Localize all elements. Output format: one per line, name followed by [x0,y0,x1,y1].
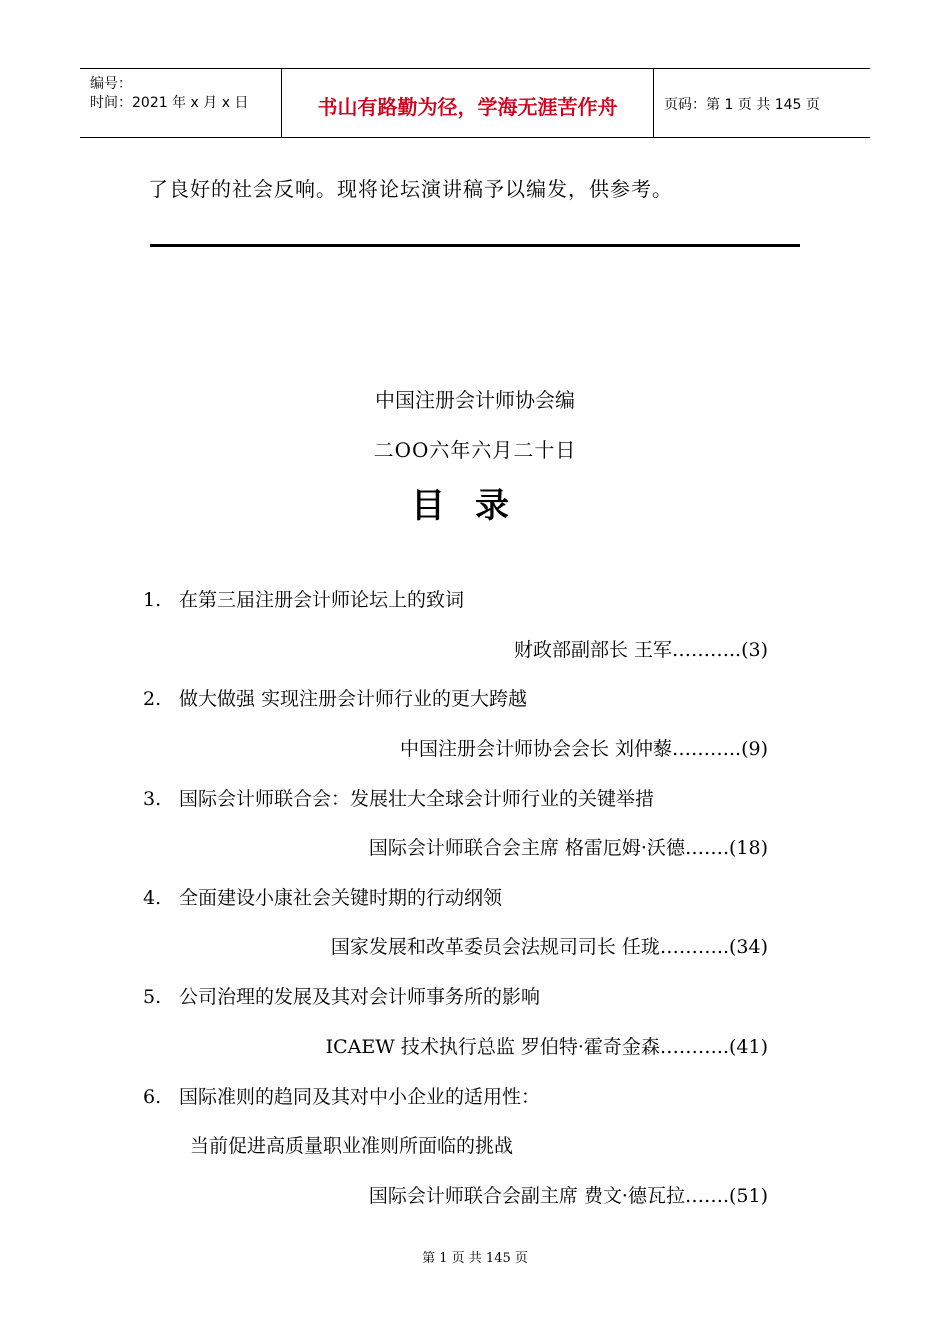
toc-entry-title[interactable] [143,684,527,711]
publisher: 中国注册会计师协会编 [375,388,575,412]
toc-entry-number: 4. [143,887,162,909]
page-footer: 第 1 页 共 145 页 [422,1251,528,1266]
toc-entry-number: 1. [143,589,162,611]
divider-rule [150,244,800,247]
toc-entry-text: 在第三届注册会计师论坛上的致词 [179,589,465,611]
toc-entry-title[interactable] [143,982,540,1009]
toc-entry-number: 5. [143,986,162,1008]
toc-entry-text: 国际会计师联合会：发展壮大全球会计师行业的关键举措 [179,788,655,810]
header-motto-cell [282,69,654,137]
toc-entry-author: 国际会计师联合会副主席 费文·德瓦拉…….(51) [368,1185,768,1207]
time-label: 时间：2021 年 x 月 x 日 [90,95,249,111]
toc-entry-title[interactable] [143,883,502,910]
toc-entry-author: 国家发展和改革委员会法规司司长 任珑………..(34) [330,936,768,958]
header-page-cell [654,69,870,137]
toc-entry-title[interactable] [143,784,654,811]
intro-paragraph: 了良好的社会反响。现将论坛演讲稿予以编发，供参考。 [148,177,673,201]
toc-entry-title[interactable] [143,585,464,612]
document-header [80,68,870,138]
toc-entry-author: 财政部副部长 王军………..(3) [513,639,768,661]
page-info: 页码：第 1 页 共 145 页 [664,97,820,113]
toc-entry-number: 3. [143,788,162,810]
toc-entry-number: 2. [143,688,162,710]
toc-entry-text: 公司治理的发展及其对会计师事务所的影响 [179,986,541,1008]
code-label: 编号： [90,76,132,92]
header-meta-cell [80,69,282,137]
publish-date: 二OO六年六月二十日 [373,438,577,462]
toc-entry-author: ICAEW 技术执行总监 罗伯特·霍奇金森………..(41) [325,1036,768,1058]
toc-entry-author: 中国注册会计师协会会长 刘仲藜………..(9) [399,738,768,760]
motto: 书山有路勤为径，学海无涯苦作舟 [317,95,618,119]
toc-entry-number: 6. [143,1086,162,1108]
toc-entry-subtitle: 当前促进高质量职业准则所面临的挑战 [190,1135,514,1157]
toc-entry-text: 全面建设小康社会关键时期的行动纲领 [179,887,503,909]
toc-entry-author: 国际会计师联合会主席 格雷厄姆·沃德…….(18) [368,837,768,859]
toc-entry-title[interactable] [143,1082,540,1109]
toc-entry-text: 做大做强 实现注册会计师行业的更大跨越 [179,688,528,710]
toc-title: 目录 [411,486,539,526]
toc-entry-text: 国际准则的趋同及其对中小企业的适用性： [179,1086,541,1108]
